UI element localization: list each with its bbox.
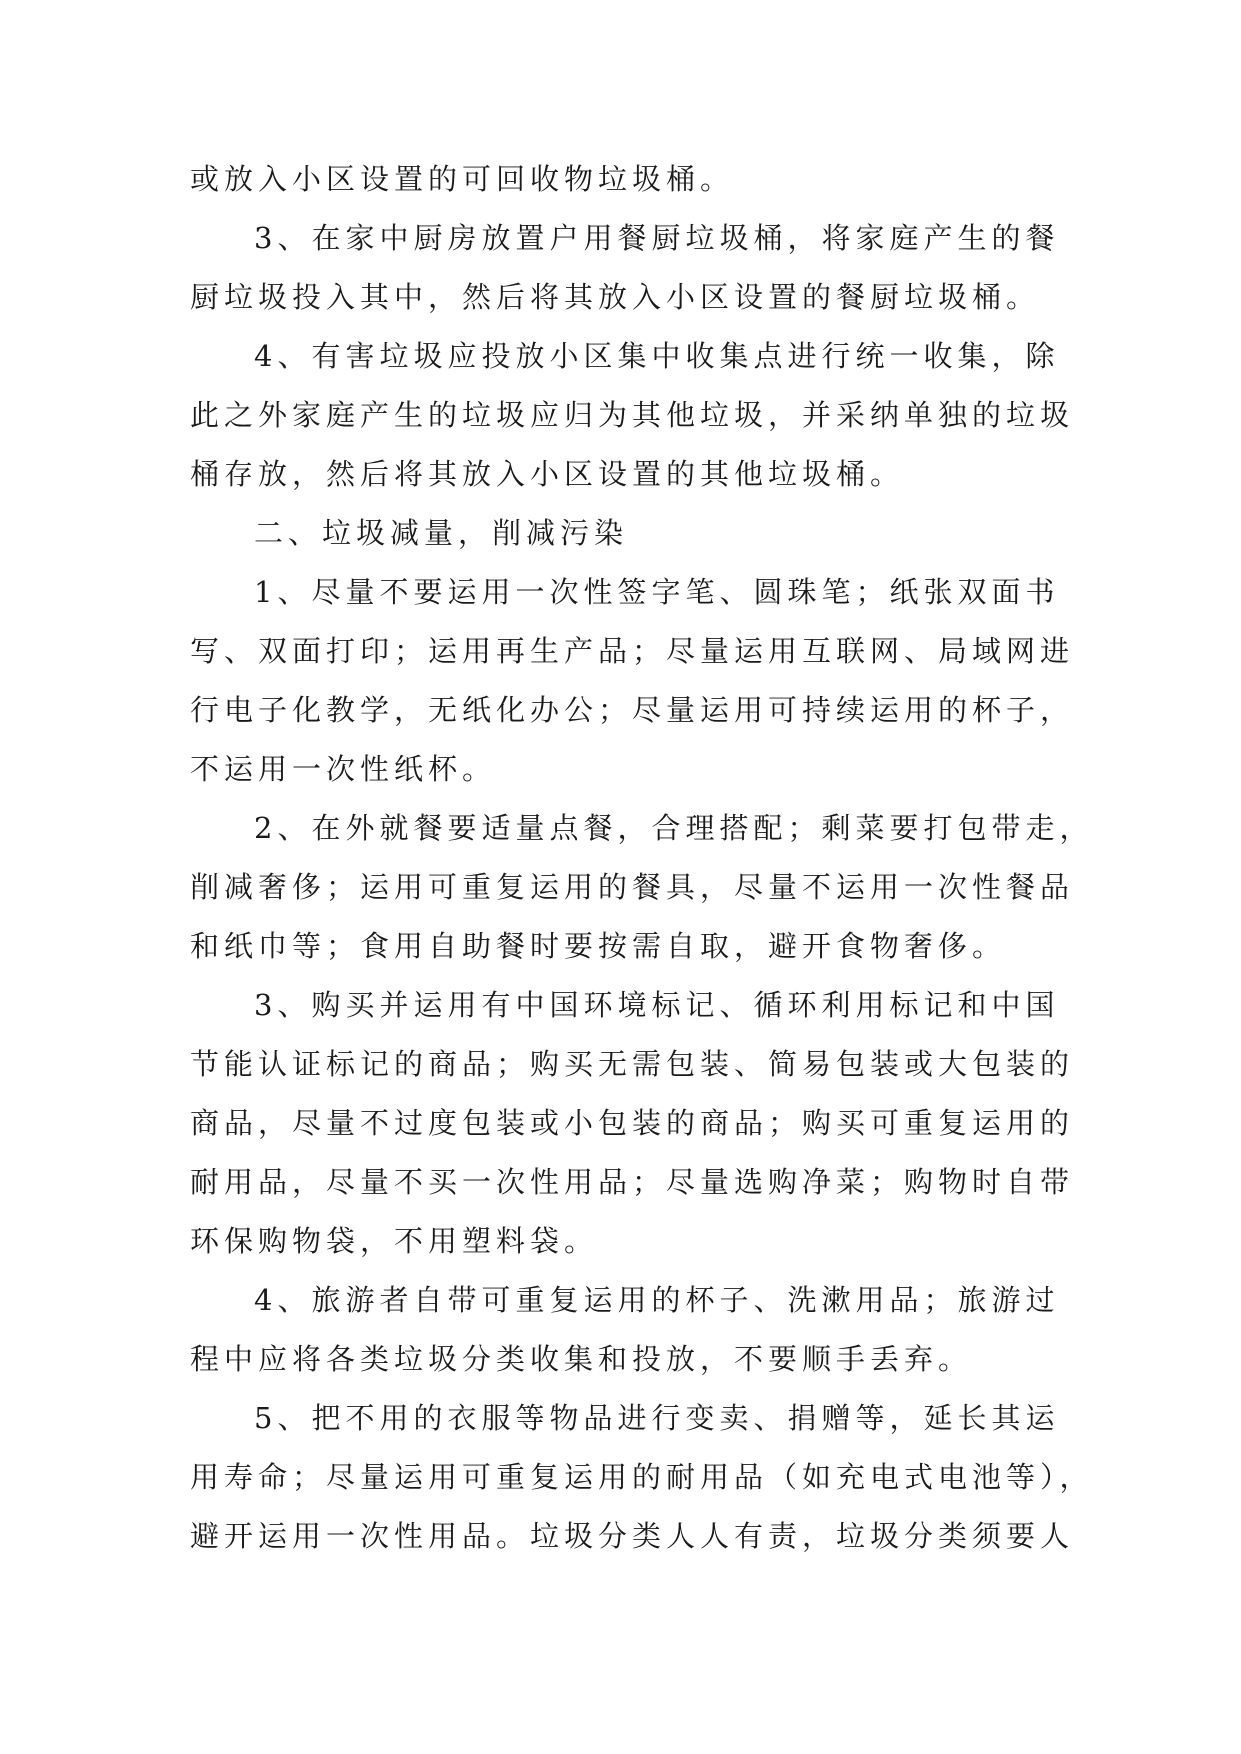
text-line: 环保购物袋，不用塑料袋。 — [190, 1224, 599, 1258]
section-heading: 二、垃圾减量，削减污染 — [254, 516, 629, 550]
text-line: 避开运用一次性用品。垃圾分类人人有责，垃圾分类须要人 — [190, 1519, 1075, 1553]
text-line: 耐用品，尽量不买一次性用品；尽量选购净菜；购物时自带 — [190, 1165, 1075, 1199]
text-line: 节能认证标记的商品；购买无需包装、简易包装或大包装的 — [190, 1047, 1075, 1081]
text-line: 厨垃圾投入其中，然后将其放入小区设置的餐厨垃圾桶。 — [190, 280, 1041, 314]
text-line: 4、有害垃圾应投放小区集中收集点进行统一收集，除 — [254, 339, 1060, 373]
text-line: 3、购买并运用有中国环境标记、循环利用标记和中国 — [254, 988, 1060, 1022]
text-line: 写、双面打印；运用再生产品；尽量运用互联网、局域网进 — [190, 634, 1075, 668]
text-line: 5、把不用的衣服等物品进行变卖、捐赠等，延长其运 — [254, 1401, 1060, 1435]
text-line: 桶存放，然后将其放入小区设置的其他垃圾桶。 — [190, 457, 905, 491]
document-body — [190, 150, 1094, 1566]
text-line: 和纸巾等；食用自助餐时要按需自取，避开食物奢侈。 — [190, 929, 1007, 963]
text-line: 或放入小区设置的可回收物垃圾桶。 — [190, 162, 735, 196]
text-line: 此之外家庭产生的垃圾应归为其他垃圾，并采纳单独的垃圾 — [190, 398, 1075, 432]
text-line: 商品，尽量不过度包装或小包装的商品；购买可重复运用的 — [190, 1106, 1075, 1140]
text-line: 2、在外就餐要适量点餐，合理搭配；剩菜要打包带走， — [254, 811, 1094, 845]
text-line: 不运用一次性纸杯。 — [190, 752, 497, 786]
text-line: 用寿命；尽量运用可重复运用的耐用品（如充电式电池等）， — [190, 1460, 1094, 1494]
text-line: 削减奢侈；运用可重复运用的餐具，尽量不运用一次性餐品 — [190, 870, 1075, 904]
text-line: 程中应将各类垃圾分类收集和投放，不要顺手丢弃。 — [190, 1342, 973, 1376]
text-line: 4、旅游者自带可重复运用的杯子、洗漱用品；旅游过 — [254, 1283, 1060, 1317]
text-line: 1、尽量不要运用一次性签字笔、圆珠笔；纸张双面书 — [254, 575, 1060, 609]
text-line: 3、在家中厨房放置户用餐厨垃圾桶，将家庭产生的餐 — [254, 221, 1060, 255]
text-line: 行电子化教学，无纸化办公；尽量运用可持续运用的杯子， — [190, 693, 1075, 727]
